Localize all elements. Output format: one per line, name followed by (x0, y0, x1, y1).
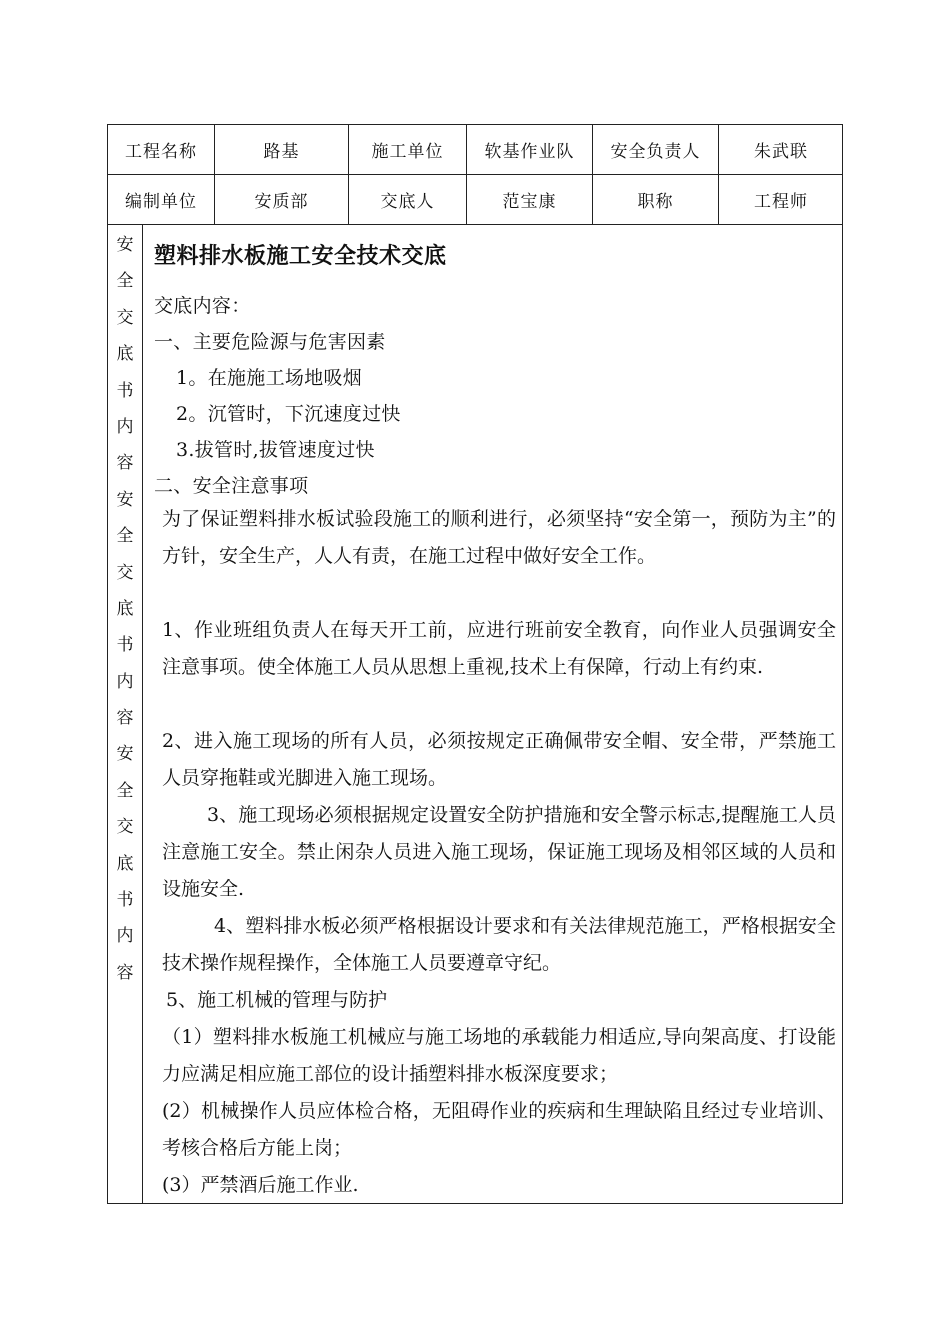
side-char: 底 (116, 853, 134, 874)
compiler-unit-value: 安质部 (215, 175, 349, 224)
safety-lead-label: 安全负责人 (593, 125, 719, 174)
side-char: 安 (116, 235, 134, 255)
paragraph-5-title: 5、施工机械的管理与防护 (166, 989, 388, 1011)
briefer-value: 范宝康 (467, 175, 593, 224)
section-heading-2: 二、安全注意事项 (154, 475, 309, 497)
hazard-item: 2。沉管时，下沉速度过快 (176, 403, 401, 425)
side-char: 全 (116, 780, 134, 801)
paragraph-1: 1、作业班组负责人在每天开工前，应进行班前安全教育，向作业人员强调安全注意事项。使全体施工人员从思想上重视,技术上有保障，行动上有约束. (162, 619, 836, 678)
side-char: 交 (116, 817, 134, 838)
document-title: 塑料排水板施工安全技术交底 (154, 243, 447, 269)
paragraph-5-1: （1）塑料排水板施工机械应与施工场地的承载能力相适应,导向架高度、打设能力应满足相应施工部位的设计插塑料排水板深度要求； (162, 1026, 836, 1085)
side-char: 容 (116, 962, 134, 983)
header-row-2 (108, 175, 842, 225)
side-char: 容 (116, 708, 134, 729)
side-char: 底 (116, 598, 134, 619)
side-char: 内 (116, 926, 134, 947)
side-char: 书 (116, 635, 134, 656)
safety-briefing-form (107, 124, 843, 1204)
side-char: 内 (116, 671, 134, 692)
side-char: 内 (116, 416, 134, 437)
section-heading-1: 一、主要危险源与危害因素 (154, 331, 386, 353)
paragraph-intro: 为了保证塑料排水板试验段施工的顺利进行，必须坚持“安全第一，预防为主”的方针，安全生产，人人有责，在施工过程中做好安全工作。 (162, 508, 836, 567)
paragraph-5-2: (2）机械操作人员应体检合格，无阻碍作业的疾病和生理缺陷且经过专业培训、考核合格后方能上岗； (162, 1100, 836, 1159)
side-char: 交 (116, 307, 134, 328)
side-char: 交 (116, 562, 134, 583)
paragraph-2: 2、进入施工现场的所有人员，必须按规定正确佩带安全帽、安全带，严禁施工人员穿拖鞋或光脚进入施工现场。 (162, 730, 836, 789)
side-char: 书 (116, 380, 134, 401)
title-label: 职称 (593, 175, 719, 224)
side-char: 安 (116, 744, 134, 765)
title-value: 工程师 (754, 192, 808, 212)
briefing-content (154, 225, 836, 1203)
briefer-label: 交底人 (349, 175, 467, 224)
side-char: 底 (116, 344, 134, 365)
side-char: 书 (116, 890, 134, 911)
construction-unit-label: 施工单位 (349, 125, 467, 174)
header-row-1 (108, 125, 842, 175)
hazard-item: 3.拔管时,拔管速度过快 (176, 439, 375, 461)
paragraph-3: 3、施工现场必须根据规定设置安全防护措施和安全警示标志,提醒施工人员注意施工安全。禁止闲杂人员进入施工现场，保证施工现场及相邻区域的人员和设施安全. (162, 804, 836, 900)
side-char: 全 (116, 271, 134, 292)
intro-label: 交底内容： (154, 295, 251, 317)
side-char: 全 (116, 526, 134, 547)
side-char: 安 (116, 489, 134, 510)
safety-lead-value: 朱武联 (754, 142, 808, 162)
compiler-unit-label: 编制单位 (108, 175, 215, 224)
vertical-side-label (108, 225, 143, 1203)
project-name-label: 工程名称 (108, 125, 215, 174)
side-char: 容 (116, 453, 134, 474)
project-name-value: 路基 (215, 125, 349, 174)
construction-unit-value: 软基作业队 (467, 125, 593, 174)
hazard-item: 1。在施施工场地吸烟 (176, 367, 363, 389)
paragraph-5-3: (3）严禁酒后施工作业. (162, 1174, 359, 1196)
paragraph-4: 4、塑料排水板必须严格根据设计要求和有关法律规范施工，严格根据安全技术操作规程操作，全体施工人员要遵章守纪。 (162, 915, 836, 974)
